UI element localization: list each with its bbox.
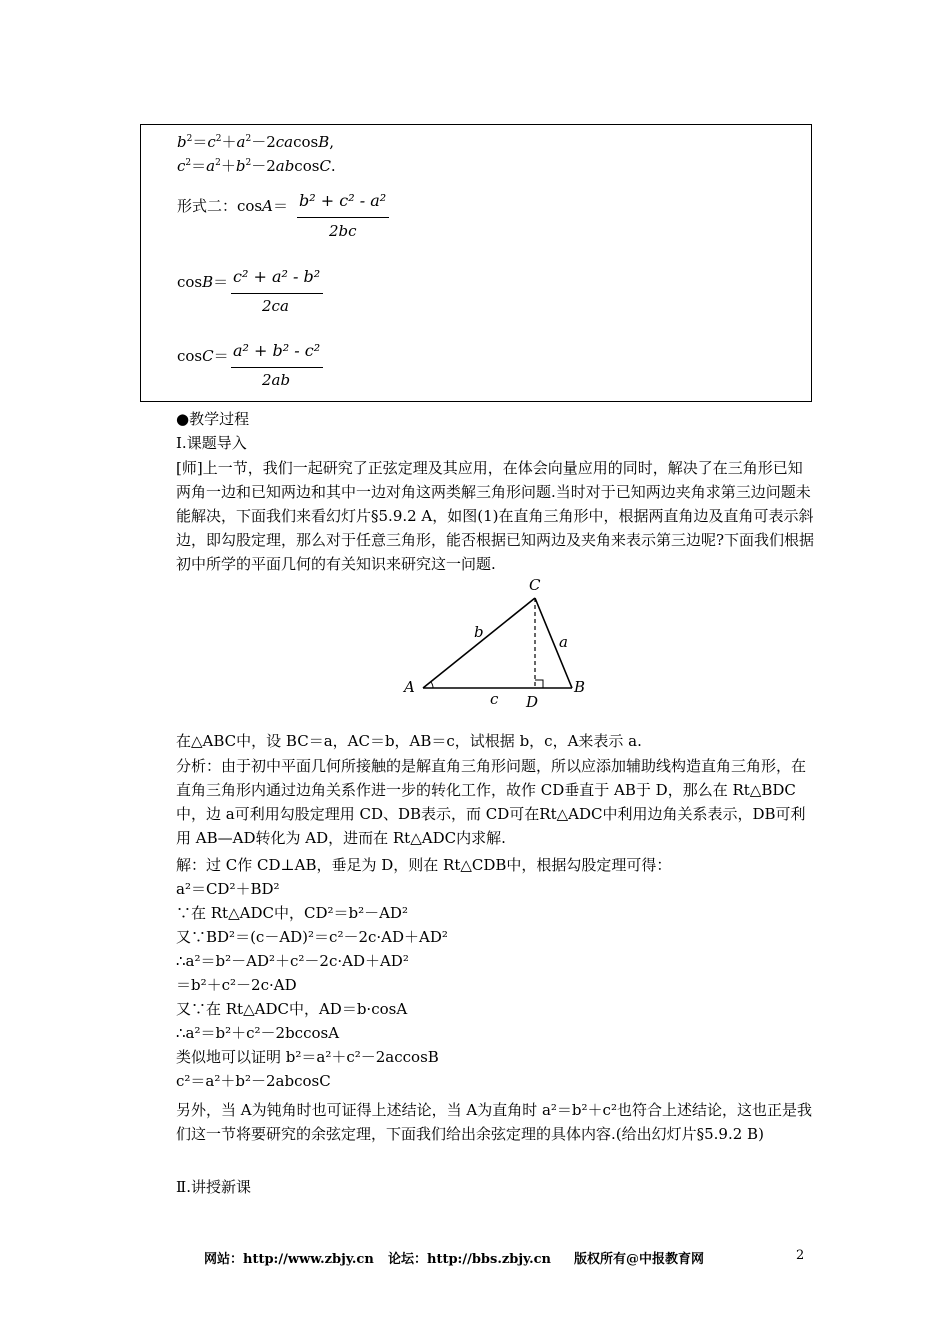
angle-A-mark (431, 682, 433, 688)
solution-line-7: 又∵在 Rt△ADC中，AD＝b·cosA (176, 1000, 408, 1018)
solution-line-1: 解：过 C作 CD⊥AB，垂足为 D，则在 Rt△CDB中，根据勾股定理可得： (176, 856, 672, 874)
solution-line-10: c²＝a²＋b²－2abcosC (176, 1072, 331, 1090)
solution-line-5: ∴a²＝b²－AD²＋c²－2c·AD＋AD² (176, 952, 409, 970)
page-number: 2 (796, 1248, 805, 1263)
problem-setup: 在△ABC中，设 BC＝a，AC＝b，AB＝c，试根据 b，c，A来表示 a. (176, 732, 642, 750)
cosB-numerator: c² + a² - b² (233, 267, 321, 286)
cosB-label: cosB＝ (177, 273, 229, 291)
footer-forum[interactable]: 论坛：http://bbs.zbjy.cn (388, 1252, 552, 1267)
cosA-numerator: b² + c² - a² (299, 191, 387, 210)
formula-b-squared: $b^2=c^2+a^2-2cacosB$, (177, 133, 335, 151)
cosC-numerator: a² + b² - c² (233, 341, 321, 360)
side-b-label: b (474, 623, 484, 641)
footer-copyright: 版权所有@中报教育网 (574, 1252, 705, 1267)
cosC-denominator: 2ab (262, 371, 291, 389)
intro-paragraph: [师]上一节，我们一起研究了正弦定理及其应用，在体会向量应用的同时，解决了在三角形已知两角一边和已知两边和其中一边对角这两类解三角形问题.当时对于已知两边夹角求第三边问题未能解决，下面我们来看幻灯片§5.9.2 A，如图(1)在直角三角形中，根据两直角边及直角可表示斜边，即勾股定理，那么对于任意三角形，能否根据已知两边及夹角来表示第三边呢?下面我们根据初中所学的平面几何的有关知识来研究这一问题. (176, 459, 815, 573)
vertex-C-label: C (529, 576, 541, 594)
section-2-heading: Ⅱ.讲授新课 (176, 1178, 251, 1196)
cosC-label: cosC＝ (177, 347, 229, 365)
solution-line-4: 又∵BD²＝(c－AD)²＝c²－2c·AD＋AD² (176, 928, 448, 946)
cosA-denominator: 2bc (329, 222, 357, 240)
solution-line-2: a²＝CD²＋BD² (176, 880, 280, 898)
right-angle-mark (535, 680, 543, 688)
vertex-A-label: A (404, 678, 415, 696)
analysis-paragraph: 分析：由于初中平面几何所接触的是解直角三角形问题，所以应添加辅助线构造直角三角形，在直角三角形内通过边角关系作进一步的转化工作，故作 CD垂直于 AB于 D，那么在 Rt△BDC中，边 a可利用勾股定理用 CD、DB表示，而 CD可在Rt△ADC中利用边角关系表示，DB可利用 AB—AD转化为 AD，进而在 Rt△ADC内求解. (176, 757, 807, 847)
formula-box (140, 124, 812, 402)
formula-c-squared: $c^2=a^2+b^2-2abcosC$. (177, 157, 336, 175)
solution-line-6: ＝b²＋c²－2c·AD (176, 976, 297, 994)
conclusion-paragraph: 另外，当 A为钝角时也可证得上述结论，当 A为直角时 a²＝b²＋c²也符合上述结论，这也正是我们这一节将要研究的余弦定理，下面我们给出余弦定理的具体内容.(给出幻灯片§5.9.2 B) (176, 1101, 812, 1143)
side-c-label: c (490, 690, 499, 708)
triangle-figure (396, 574, 596, 712)
form2-cosA-label: 形式二：cosA＝ (177, 197, 288, 215)
cosA-fraction-bar (297, 217, 389, 218)
solution-line-8: ∴a²＝b²＋c²－2bccosA (176, 1024, 340, 1042)
footer-website[interactable]: 网站：http://www.zbjy.cn (204, 1252, 374, 1267)
vertex-D-label: D (526, 693, 539, 711)
side-b (423, 598, 535, 688)
vertex-B-label: B (574, 678, 586, 696)
side-a-label: a (559, 633, 568, 651)
solution-line-9: 类似地可以证明 b²＝a²＋c²－2accosB (176, 1048, 439, 1066)
teaching-process-heading: ●教学过程 (176, 410, 250, 428)
section-1-heading: Ⅰ.课题导入 (176, 434, 247, 452)
cosB-denominator: 2ca (262, 297, 289, 315)
cosC-fraction-bar (231, 367, 323, 368)
cosB-fraction-bar (231, 293, 323, 294)
solution-line-3: ∵在 Rt△ADC中，CD²＝b²－AD² (176, 904, 408, 922)
